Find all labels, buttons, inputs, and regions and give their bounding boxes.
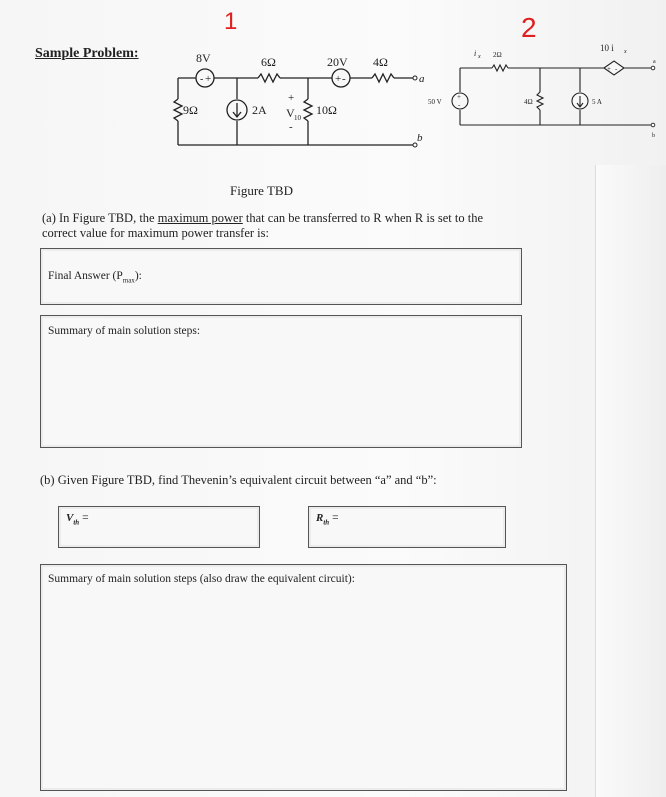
final-answer-sub: max <box>122 276 135 285</box>
label-5a: 5 A <box>592 98 602 106</box>
part-a-underlined: maximum power <box>157 211 243 225</box>
c2-terminal-a-circle <box>651 66 655 70</box>
c2-terminal-a-label: a <box>653 59 656 65</box>
label-4-ohm-c2: 4Ω <box>524 98 533 106</box>
sample-problem-heading: Sample Problem: <box>35 46 139 61</box>
part-a-question <box>42 211 512 241</box>
final-answer-text: Final Answer (P <box>48 270 123 282</box>
pen-mark-1: 1 <box>224 8 238 35</box>
part-a-prefix: (a) In Figure TBD, the <box>42 211 158 225</box>
rth-answer-box[interactable] <box>308 506 506 548</box>
source-20v-plus: + <box>335 73 342 85</box>
v10-symbol: V <box>286 106 295 120</box>
final-answer-suffix: ): <box>134 270 142 282</box>
label-2a: 2A <box>252 103 267 117</box>
ix-subscript: x <box>478 54 481 60</box>
dep-source-label: 10 i <box>600 43 614 53</box>
c2-terminal-b-circle <box>651 123 655 127</box>
label-9-ohm: 9Ω <box>183 103 198 117</box>
vth-eq: = <box>79 512 89 524</box>
summary-b-box[interactable] <box>40 564 567 791</box>
label-10-ohm: 10Ω <box>316 103 337 117</box>
source-8v-plus: + <box>205 73 212 85</box>
summary-a-box[interactable] <box>40 315 522 448</box>
final-answer-label <box>48 270 142 284</box>
dep-source-minus: - <box>615 65 618 73</box>
figure-caption: Figure TBD <box>230 183 293 198</box>
label-6-ohm: 6Ω <box>261 55 276 69</box>
terminal-a-label: a <box>419 73 425 85</box>
rth-label <box>316 512 339 526</box>
label-20v: 20V <box>327 55 348 69</box>
final-answer-box[interactable] <box>40 248 522 305</box>
v10-minus: - <box>289 121 293 133</box>
pen-mark-2: 2 <box>521 12 537 43</box>
source-20v-minus: - <box>342 73 346 85</box>
source-50v-plus: + <box>457 93 461 101</box>
source-50v-minus: - <box>458 101 461 109</box>
vth-answer-box[interactable] <box>58 506 260 548</box>
rth-eq: = <box>329 512 339 524</box>
label-4-ohm: 4Ω <box>373 55 388 69</box>
terminal-a-circle <box>413 76 417 80</box>
terminal-b-label: b <box>417 132 423 144</box>
vth-symbol: V <box>66 512 74 524</box>
v10-subscript: 10 <box>294 114 301 122</box>
source-8v-minus: - <box>200 74 204 85</box>
page-edge-shadow <box>595 165 666 797</box>
summary-b-label: Summary of main solution steps (also draw the equivalent circuit): <box>48 573 355 585</box>
ix-symbol: i <box>474 49 477 58</box>
summary-a-label: Summary of main solution steps: <box>48 325 201 337</box>
part-b-question: (b) Given Figure TBD, find Thevenin’s equivalent circuit between “a” and “b”: <box>40 473 437 487</box>
circuit-2 <box>460 65 652 125</box>
label-2-ohm: 2Ω <box>493 51 502 59</box>
label-8v: 8V <box>196 51 211 65</box>
part-a-suffix: that can be transferred to R when R is set to the correct value for maximum power transfer is: <box>42 211 483 240</box>
v10-plus: + <box>288 92 295 104</box>
vth-label <box>66 512 89 526</box>
c2-terminal-b-label: b <box>652 133 655 139</box>
rth-symbol: R <box>316 512 324 524</box>
dep-source-plus: + <box>607 65 611 73</box>
circuit-diagrams <box>0 0 666 180</box>
label-50v: 50 V <box>428 98 442 106</box>
rth-sub: th <box>323 518 330 527</box>
dep-source-subscript: x <box>624 49 627 55</box>
vth-sub: th <box>73 518 80 527</box>
